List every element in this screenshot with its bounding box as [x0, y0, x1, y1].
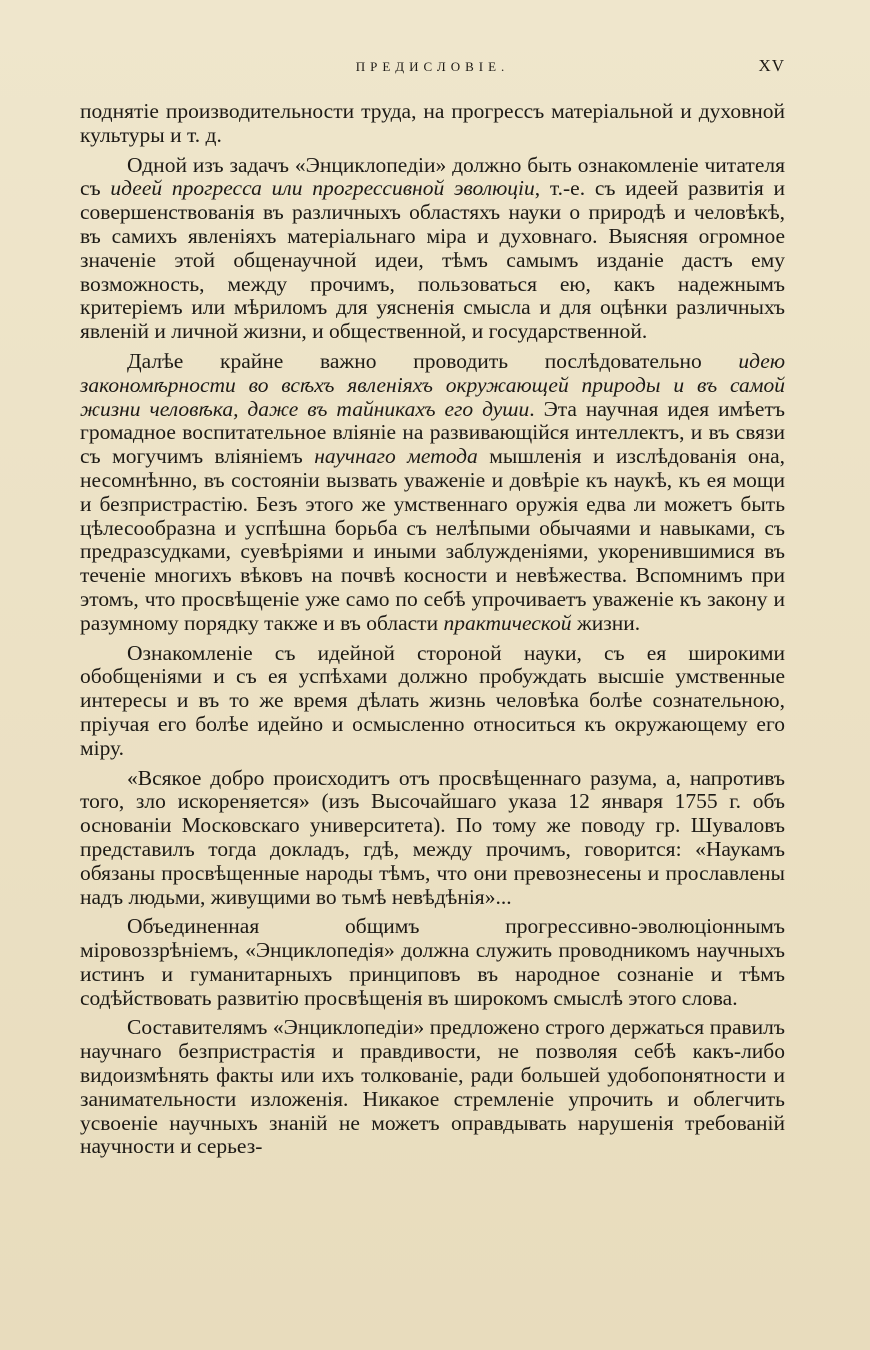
text-run: , т.-е. съ идеей развитія и совершенствованія въ различныхъ областяхъ науки о природѣ и человѣкѣ, въ самихъ явленіяхъ матеріальнаго міра и духовнаго. Выясняя огромное значеніе этой общенаучной идеи, тѣмъ самымъ изданіе дастъ ему возможность, между прочимъ, пользоваться ею, какъ надежнымъ критеріемъ или мѣриломъ для уясненія смысла и для оцѣнки различныхъ явленій и личной жизни, и общественной, и государственной. — [80, 176, 785, 344]
paragraph — [80, 642, 785, 761]
paragraph — [80, 350, 785, 636]
text-run: . Эта научная идея имѣетъ громадное воспитательное вліяніе на развивающійся интеллектъ, и въ связи съ могучимъ вліяніемъ — [80, 396, 785, 469]
italic-phrase: идеей прогресса или прогрессивной эволюціи — [110, 176, 535, 201]
text-run: Объединенная общимъ прогрессивно-эволюціоннымъ міровоззрѣніемъ, «Энциклопедія» должна служить проводникомъ научныхъ истинъ и гуманитарныхъ принциповъ въ народное сознаніе и тѣмъ содѣйствовать развитію просвѣщенія въ широкомъ смыслѣ этого слова. — [80, 914, 785, 1010]
paragraph — [80, 767, 785, 910]
text-run: жизни. — [571, 610, 641, 635]
running-head — [80, 56, 785, 78]
text-run: Одной изъ задачъ «Энциклопедіи» должно быть ознакомленіе читателя съ — [80, 152, 785, 201]
paragraph — [80, 154, 785, 344]
running-head-title: ПРЕДИСЛОВІЕ. — [355, 59, 510, 74]
paragraph — [80, 100, 785, 148]
text-run: Составителямъ «Энциклопедіи» предложено строго держаться правилъ научнаго безпристрастія и правдивости, не позволяя себѣ какъ-либо видоизмѣнять факты или ихъ толкованіе, ради большей удобопонятности и занимательности изложенія. Никакое стремленіе упрочить и облегчить усвоеніе научныхъ знаній не можетъ оправдывать нарушенія требованій научности и серьез- — [80, 1015, 785, 1159]
italic-phrase: практической — [443, 610, 572, 635]
text-run: Далѣе крайне важно проводить послѣдовательно — [127, 348, 739, 373]
page-number: XV — [758, 56, 785, 75]
italic-phrase: идею закономѣрности во всѣхъ явленіяхъ окружающей природы и въ самой жизни человѣка, даже въ тайникахъ его души — [80, 348, 785, 421]
italic-phrase: научнаго метода — [314, 444, 478, 469]
text-run: мышленія и изслѣдованія она, несомнѣнно, въ состояніи вызвать уваженіе и довѣріе къ наукѣ, къ ея мощи и безпристрастію. Безъ этого же умственнаго оружія едва ли можетъ быть цѣлесообразна и успѣшна борьба съ нелѣпыми обычаями и навыками, съ предразсудками, суевѣріями и иными заблужденіями, укоренившимися въ теченіе многихъ вѣковъ на почвѣ косности и невѣжества. Вспомнимъ при этомъ, что просвѣщеніе уже само по себѣ упрочиваетъ уваженіе къ закону и разумному порядку также и въ области — [80, 444, 785, 635]
paragraph — [80, 915, 785, 1010]
paragraph — [80, 1016, 785, 1159]
body-text — [80, 100, 785, 1165]
text-run: поднятіе производительности труда, на прогрессъ матеріальной и духовной культуры и т. д. — [80, 99, 785, 147]
text-run: «Всякое добро происходитъ отъ просвѣщеннаго разума, а, напротивъ того, зло искореняется» (изъ Высочайшаго указа 12 января 1755 г. объ основаніи Московскаго университета). По тому же поводу гр. Шуваловъ представилъ тогда докладъ, гдѣ, между прочимъ, говорится: «Наукамъ обязаны просвѣщенные народы тѣмъ, что они превознесены и прославлены надъ людьми, живущими во тьмѣ невѣдѣнія»... — [80, 765, 785, 909]
text-run: Ознакомленіе съ идейной стороной науки, съ ея широкими обобщеніями и съ ея успѣхами должно пробуждать высшіе умственные интересы и въ то же время дѣлать жизнь человѣка болѣе сознательною, пріучая его болѣе идейно и осмысленно относиться къ окружающему его міру. — [80, 640, 785, 760]
